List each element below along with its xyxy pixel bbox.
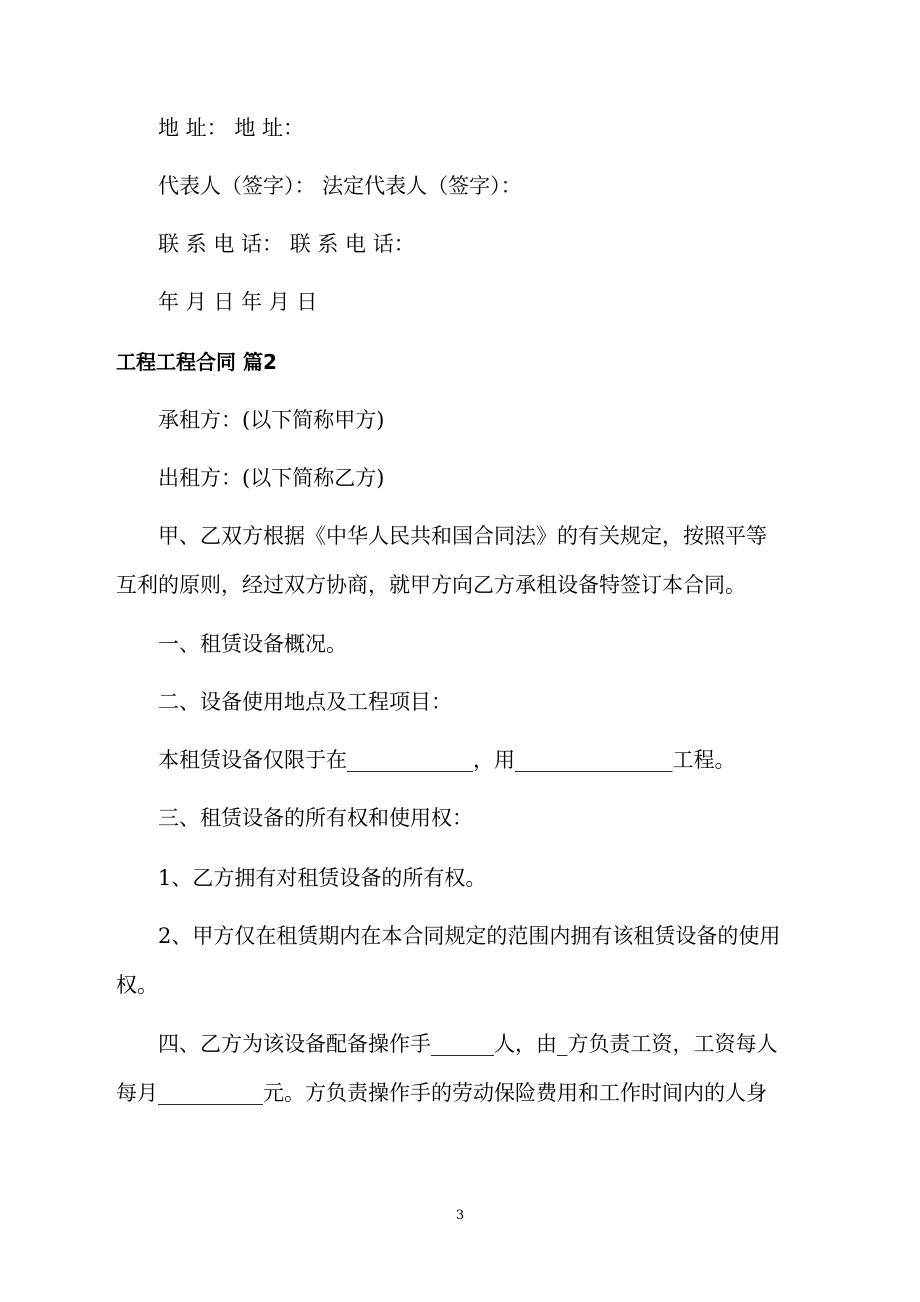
signature-representative-line: 代表人（签字）： 法定代表人（签字）：	[158, 174, 522, 198]
page-number: 3	[455, 1208, 465, 1223]
clause-3-item-2-line-1: 2、甲方仅在租赁期内在本合同规定的范围内拥有该租赁设备的使用	[158, 924, 781, 948]
clause-3: 三、租赁设备的所有权和使用权：	[158, 806, 473, 830]
signature-date-line: 年 月 日 年 月 日	[158, 290, 318, 314]
section-heading: 工程工程合同 篇2	[116, 350, 277, 374]
clause-3-item-2-line-2: 权。	[116, 973, 158, 997]
clause-1: 一、租赁设备概况。	[158, 632, 347, 656]
intro-paragraph-line-2: 互利的原则，经过双方协商，就甲方向乙方承租设备特签订本合同。	[116, 573, 746, 597]
lessee-line: 承租方：(以下简称甲方)	[158, 408, 385, 432]
signature-phone-line: 联 系 电 话： 联 系 电 话：	[158, 232, 415, 256]
clause-3-item-1: 1、乙方拥有对租赁设备的所有权。	[158, 866, 487, 890]
signature-address-line: 地 址： 地 址：	[158, 116, 305, 140]
clause-2: 二、设备使用地点及工程项目：	[158, 690, 452, 714]
clause-2-detail: 本租赁设备仅限于在____________，用_______________工程。	[158, 748, 736, 772]
intro-paragraph-line-1: 甲、乙双方根据《中华人民共和国合同法》的有关规定，按照平等	[158, 524, 767, 548]
clause-4-line-2: 每月__________元。方负责操作手的劳动保险费用和工作时间内的人身	[116, 1081, 767, 1105]
lessor-line: 出租方：(以下简称乙方)	[158, 466, 385, 490]
clause-4-line-1: 四、乙方为该设备配备操作手______人，由_方负责工资，工资每人	[158, 1032, 778, 1056]
